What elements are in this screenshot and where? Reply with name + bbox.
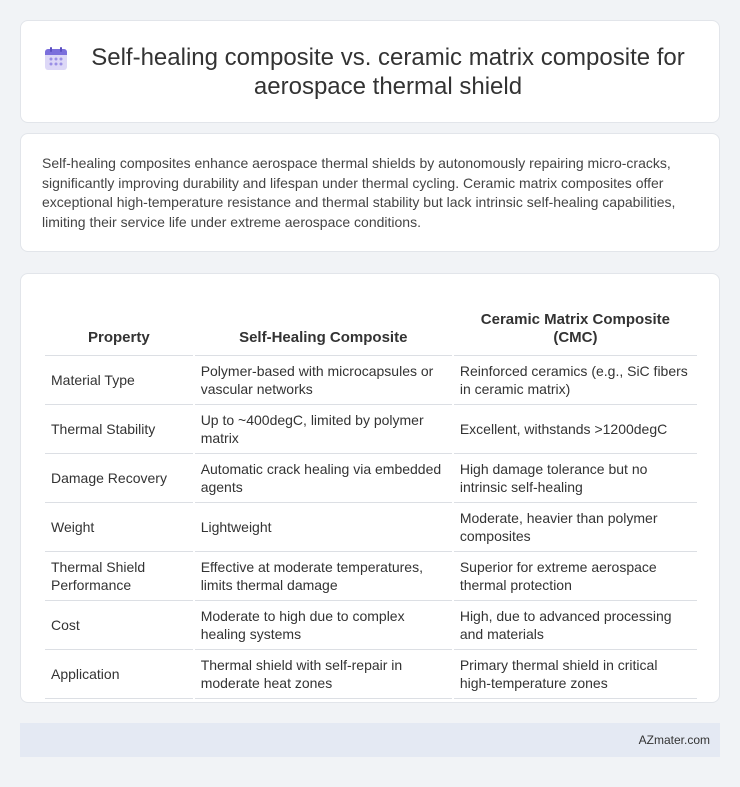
title-card (20, 20, 720, 123)
footer-brand[interactable]: AZmater.com (638, 733, 710, 747)
intro-card (20, 133, 720, 252)
table-header-row (45, 294, 697, 356)
intro-text: Self-healing composites enhance aerospace thermal shields by autonomously repairing micro-cracks, significantly improving durability and lifespan under thermal cycling. Ceramic matrix composites offer exceptional high-temperature resistance and thermal stability but lack intrinsic self-healing capabilities, limiting their service life under extreme aerospace conditions. (42, 155, 676, 230)
header-property: Property (45, 294, 193, 356)
cell-self-healing: Polymer-based with microcapsules or vascular networks (195, 356, 452, 405)
table-row (45, 552, 697, 601)
header-cmc: Ceramic Matrix Composite (CMC) (454, 294, 697, 356)
cell-property: Material Type (45, 356, 193, 405)
table-row (45, 356, 697, 405)
title-wrap (43, 43, 697, 101)
cell-cmc: Primary thermal shield in critical high-temperature zones (454, 650, 697, 699)
table-row (45, 405, 697, 454)
cell-property: Application (45, 650, 193, 699)
table-row (45, 601, 697, 650)
cell-self-healing: Thermal shield with self-repair in moderate heat zones (195, 650, 452, 699)
cell-cmc: Reinforced ceramics (e.g., SiC fibers in ceramic matrix) (454, 356, 697, 405)
cell-self-healing: Automatic crack healing via embedded agents (195, 454, 452, 503)
header-self-healing: Self-Healing Composite (195, 294, 452, 356)
cell-cmc: High, due to advanced processing and materials (454, 601, 697, 650)
cell-property: Thermal Shield Performance (45, 552, 193, 601)
cell-cmc: Superior for extreme aerospace thermal protection (454, 552, 697, 601)
cell-cmc: Moderate, heavier than polymer composites (454, 503, 697, 552)
cell-property: Weight (45, 503, 193, 552)
cell-self-healing: Moderate to high due to complex healing systems (195, 601, 452, 650)
calendar-icon (43, 46, 69, 72)
cell-self-healing: Effective at moderate temperatures, limits thermal damage (195, 552, 452, 601)
footer-bar (20, 723, 720, 757)
page-title: Self-healing composite vs. ceramic matrix composite for aerospace thermal shield (91, 43, 685, 100)
cell-property: Thermal Stability (45, 405, 193, 454)
comparison-table (43, 294, 699, 699)
table-row (45, 650, 697, 699)
cell-self-healing: Lightweight (195, 503, 452, 552)
cell-self-healing: Up to ~400degC, limited by polymer matrix (195, 405, 452, 454)
table-row (45, 503, 697, 552)
comparison-card (20, 273, 720, 703)
cell-property: Damage Recovery (45, 454, 193, 503)
cell-cmc: Excellent, withstands >1200degC (454, 405, 697, 454)
table-row (45, 454, 697, 503)
cell-cmc: High damage tolerance but no intrinsic self-healing (454, 454, 697, 503)
cell-property: Cost (45, 601, 193, 650)
